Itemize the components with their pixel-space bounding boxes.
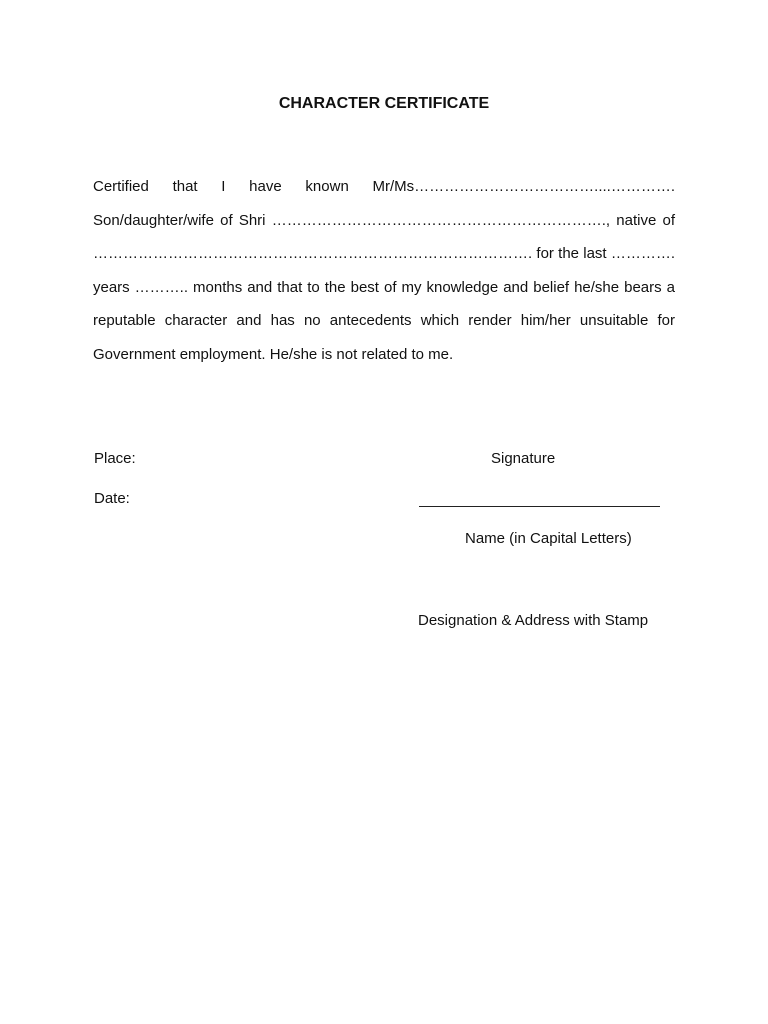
designation-label: Designation & Address with Stamp: [418, 612, 649, 629]
signature-line: [419, 506, 660, 507]
place-label: Place:: [94, 450, 136, 467]
signature-label: Signature: [491, 450, 556, 467]
certificate-title: CHARACTER CERTIFICATE: [278, 95, 490, 112]
date-label: Date:: [94, 490, 130, 507]
certificate-body: Certified that I have known Mr/Ms………………………………....…………. Son/daughter/wife of Shri …………………………………………………………., native of ……………………………………………………………………………. for the last …………. years ……….. months and that to the best of my knowledge and belief he/she bears a reputable character and has no antecedents which render him/her unsuitable for Government employment. He/she is not related to me.: [93, 178, 675, 363]
name-label: Name (in Capital Letters): [465, 530, 632, 547]
